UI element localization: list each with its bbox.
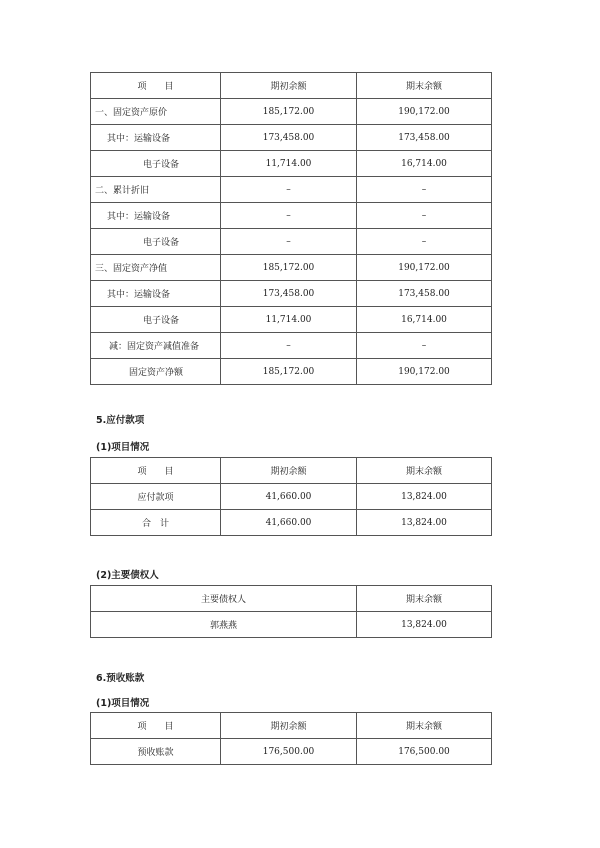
row-label: 合 计 — [91, 510, 221, 536]
row-label: 其中：运输设备 — [91, 203, 221, 229]
row-label: 郭燕燕 — [91, 612, 357, 638]
section5-title: 5.应付款项 — [96, 415, 145, 426]
row-begin: 176,500.00 — [221, 739, 357, 765]
advance-receipts-table — [90, 712, 492, 765]
row-begin: – — [221, 229, 357, 255]
table-row — [91, 739, 492, 765]
row-label: 三、固定资产净值 — [91, 255, 221, 281]
row-end: – — [357, 333, 492, 359]
section6-subtitle-1: (1)项目情况 — [96, 698, 150, 709]
row-end: – — [357, 177, 492, 203]
row-label: 电子设备 — [91, 151, 221, 177]
table-row — [91, 281, 492, 307]
section5-subtitle-1: (1)项目情况 — [96, 442, 150, 453]
row-label: 电子设备 — [91, 307, 221, 333]
row-end: 173,458.00 — [357, 125, 492, 151]
header-begin: 期初余额 — [221, 73, 357, 99]
row-label: 减：固定资产减值准备 — [91, 333, 221, 359]
row-begin: 11,714.00 — [221, 307, 357, 333]
row-begin: 185,172.00 — [221, 359, 357, 385]
header-item: 项 目 — [91, 458, 221, 484]
section6-title: 6.预收账款 — [96, 673, 145, 684]
row-end: 190,172.00 — [357, 255, 492, 281]
row-begin: 173,458.00 — [221, 125, 357, 151]
row-begin: 185,172.00 — [221, 255, 357, 281]
table-row — [91, 255, 492, 281]
row-label: 其中：运输设备 — [91, 125, 221, 151]
table-row — [91, 307, 492, 333]
row-label: 预收账款 — [91, 739, 221, 765]
row-begin: – — [221, 203, 357, 229]
row-begin: 41,660.00 — [221, 484, 357, 510]
row-begin: 185,172.00 — [221, 99, 357, 125]
table-row — [91, 125, 492, 151]
table-row — [91, 612, 492, 638]
row-end: – — [357, 229, 492, 255]
row-begin: 173,458.00 — [221, 281, 357, 307]
header-end: 期末余额 — [357, 713, 492, 739]
row-label: 二、累计折旧 — [91, 177, 221, 203]
row-end: 16,714.00 — [357, 151, 492, 177]
header-end: 期末余额 — [357, 586, 492, 612]
header-begin: 期初余额 — [221, 458, 357, 484]
table-header-row — [91, 713, 492, 739]
row-begin: 11,714.00 — [221, 151, 357, 177]
table-row — [91, 510, 492, 536]
header-begin: 期初余额 — [221, 713, 357, 739]
payables-table — [90, 457, 492, 536]
header-end: 期末余额 — [357, 458, 492, 484]
row-end: 13,824.00 — [357, 510, 492, 536]
table-row — [91, 333, 492, 359]
row-begin: – — [221, 333, 357, 359]
row-end: 16,714.00 — [357, 307, 492, 333]
header-creditor: 主要债权人 — [91, 586, 357, 612]
row-end: 13,824.00 — [357, 484, 492, 510]
row-end: 176,500.00 — [357, 739, 492, 765]
table-header-row — [91, 586, 492, 612]
row-label: 一、固定资产原价 — [91, 99, 221, 125]
row-end: 173,458.00 — [357, 281, 492, 307]
table-row — [91, 177, 492, 203]
table-row — [91, 229, 492, 255]
table-header-row — [91, 73, 492, 99]
row-end: 190,172.00 — [357, 99, 492, 125]
row-end: 190,172.00 — [357, 359, 492, 385]
table-row — [91, 151, 492, 177]
table-row — [91, 484, 492, 510]
row-label: 固定资产净额 — [91, 359, 221, 385]
row-label: 电子设备 — [91, 229, 221, 255]
table-row — [91, 99, 492, 125]
row-begin: 41,660.00 — [221, 510, 357, 536]
header-end: 期末余额 — [357, 73, 492, 99]
section5-subtitle-2: (2)主要债权人 — [96, 570, 159, 581]
row-label: 应付款项 — [91, 484, 221, 510]
row-end: – — [357, 203, 492, 229]
header-item: 项 目 — [91, 713, 221, 739]
row-begin: – — [221, 177, 357, 203]
table-row — [91, 359, 492, 385]
header-item: 项 目 — [91, 73, 221, 99]
fixed-assets-table — [90, 72, 492, 385]
creditors-table — [90, 585, 492, 638]
row-label: 其中：运输设备 — [91, 281, 221, 307]
table-header-row — [91, 458, 492, 484]
table-row — [91, 203, 492, 229]
row-end: 13,824.00 — [357, 612, 492, 638]
